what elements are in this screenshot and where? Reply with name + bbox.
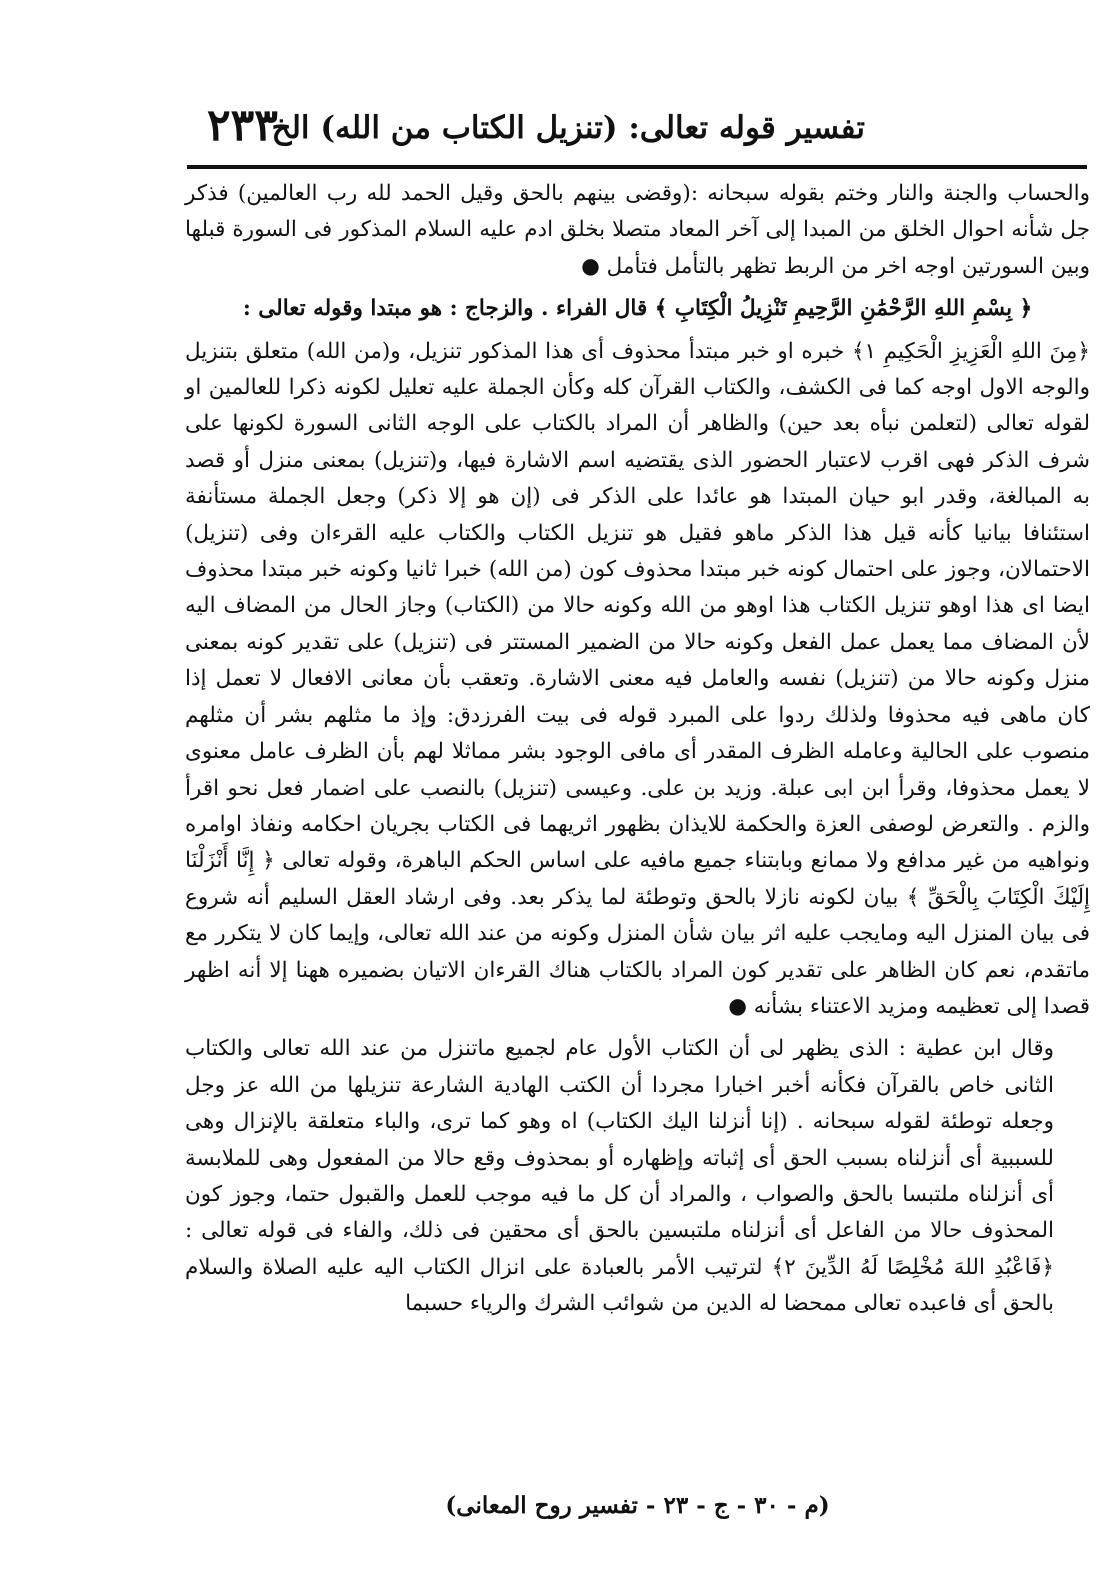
header-rule: [187, 165, 1087, 169]
paragraph-ibn-atiyya: وقال ابن عطية : الذى يظهر لى أن الكتاب الأول عام لجميع ماتنزل من عند الله تعالى والكتاب الثانى خاص بالقرآن فكأنه أخبر اخبارا مجردا أن الكتب الهادية الشارعة تنزيلها من الله عز وجل وجعله توطئة لقوله سبحانه . (إنا أنزلنا اليك الكتاب) اه وهو كما ترى، والباء متعلقة بالإنزال وهى للسببية أى أنزلناه بسبب الحق أى إثباته وإظهاره أو بمحذوف وقع حالا من المفعول وهى للملابسة أى أنزلناه ملتبسا بالحق والصواب ، والمراد أن كل ما فيه موجب للعمل والقبول حتما، وجوز كون المحذوف حالا من الفاعل أى أنزلناه ملتبسين بالحق أى محقين فى ذلك، والفاء فى قوله تعالى : ﴿فَاعْبُدِ اللهَ مُخْلِصًا لَهُ الدِّينَ ٢﴾ لترتيب الأمر بالعبادة على انزال الكتاب اليه عليه الصلاة والسلام بالحق أى فاعبده تعالى ممحضا له الدين من شوائب الشرك والرياء حسبما: [185, 1036, 1054, 1317]
page-body: [185, 176, 1090, 1323]
page-header: [185, 100, 1090, 166]
page-number: ٢٣٣: [207, 100, 278, 151]
page-footer: (م - ٣٠ - ج - ٢٣ - تفسير روح المعانى): [445, 1492, 830, 1519]
paragraph-commentary: ﴿مِنَ اللهِ الْعَزِيزِ الْحَكِيمِ ١﴾ خبره او خبر مبتدأ محذوف أى هذا المذكور تنزيل، و(من الله) متعلق بتنزيل والوجه الاول اوجه كما فى الكشف، والكتاب القرآن كله وكأن الجملة عليه تعليل لكونه ذكرا للعالمين او لقوله تعالى (لتعلمن نبأه بعد حين) والظاهر أن المراد بالكتاب على الوجه الثانى السورة لكونها على شرف الذكر فهى اقرب لاعتبار الحضور الذى يقتضيه اسم الاشارة فيها، و(تنزيل) بمعنى منزل أو قصد به المبالغة، وقدر ابو حيان المبتدا هو عائدا على الذكر فى (إن هو إلا ذكر) وجعل الجملة مستأنفة استئنافا بيانيا كأنه قيل هذا الذكر ماهو فقيل هو تنزيل الكتاب والكتاب عليه القرءان وفى (تنزيل) الاحتمالان، وجوز على احتمال كونه خبر مبتدا محذوف كون (من الله) خبرا ثانيا وكونه خبر مبتدا محذوف ايضا اى هذا اوهو تنزيل الكتاب هذا اوهو من الله وكونه حالا من (الكتاب) وجاز الحال من المضاف اليه لأن المضاف مما يعمل عمل الفعل وكونه حالا من الضمير المستتر فى (تنزيل) على تقدير كونه بمعنى منزل وكونه حالا من (تنزيل) نفسه والعامل فيه معنى الاشارة. وتعقب بأن معانى الافعال لا تعمل إذا كان ماهى فيه محذوفا ولذلك ردوا على المبرد قوله فى بيت الفرزدق: وإذ ما مثلهم بشر أن مثلهم منصوب على الحالية وعامله الظرف المقدر أى مافى الوجود بشر مماثلا لهم بأن الظرف عامل معنوى لا يعمل محذوفا، وقرأ ابن ابى عبلة. وزيد بن على. وعيسى (تنزيل) بالنصب على اضمار فعل نحو اقرأ والزم . والتعرض لوصفى العزة والحكمة للايذان بظهور اثريهما فى الكتاب بجريان احكامه ونفاذ اوامره ونواهيه من غير مدافع ولا ممانع وبابتناء جميع مافيه على اساس الحكم الباهرة، وقوله تعالى ﴿ إِنَّا أَنْزَلْنَا إِلَيْكَ الْكِتَابَ بِالْحَقِّ ﴾ بيان لكونه نازلا بالحق وتوطئة لما يذكر بعد. وفى ارشاد العقل السليم أنه شروع فى بيان المنزل اليه ومايجب عليه اثر بيان شأن المنزل وكونه من عند الله تعالى، وإيما كان لا يتكرر مع ماتقدم، نعم كان الظاهر على تقدير كون المراد بالكتاب هناك القرءان الاتيان بضميره ههنا إلا أنه اظهر قصدا إلى تعظيمه ومزيد الاعتناء بشأنه ●: [185, 338, 1090, 1019]
paragraph-intro: والحساب والجنة والنار وختم بقوله سبحانه :(وقضى بينهم بالحق وقيل الحمد لله رب العالمين) فذكر جل شأنه احوال الخلق من المبدا إلى آخر المعاد متصلا بخلق ادم عليه السلام المذكور فى السورة قبلها وبين السورتين اوجه اخر من الربط تظهر بالتأمل فتأمل ●: [185, 181, 1090, 279]
basmala-line: ﴿ بِسْمِ اللهِ الرَّحْمَٰنِ الرَّحِيمِ تَنْزِيلُ الْكِتَابِ ﴾ قال الفراء . والزجاج : هو مبتدا وقوله تعالى :: [242, 296, 1033, 322]
running-title: تفسير قوله تعالى: (تنزيل الكتاب من الله) الخ: [271, 110, 865, 146]
